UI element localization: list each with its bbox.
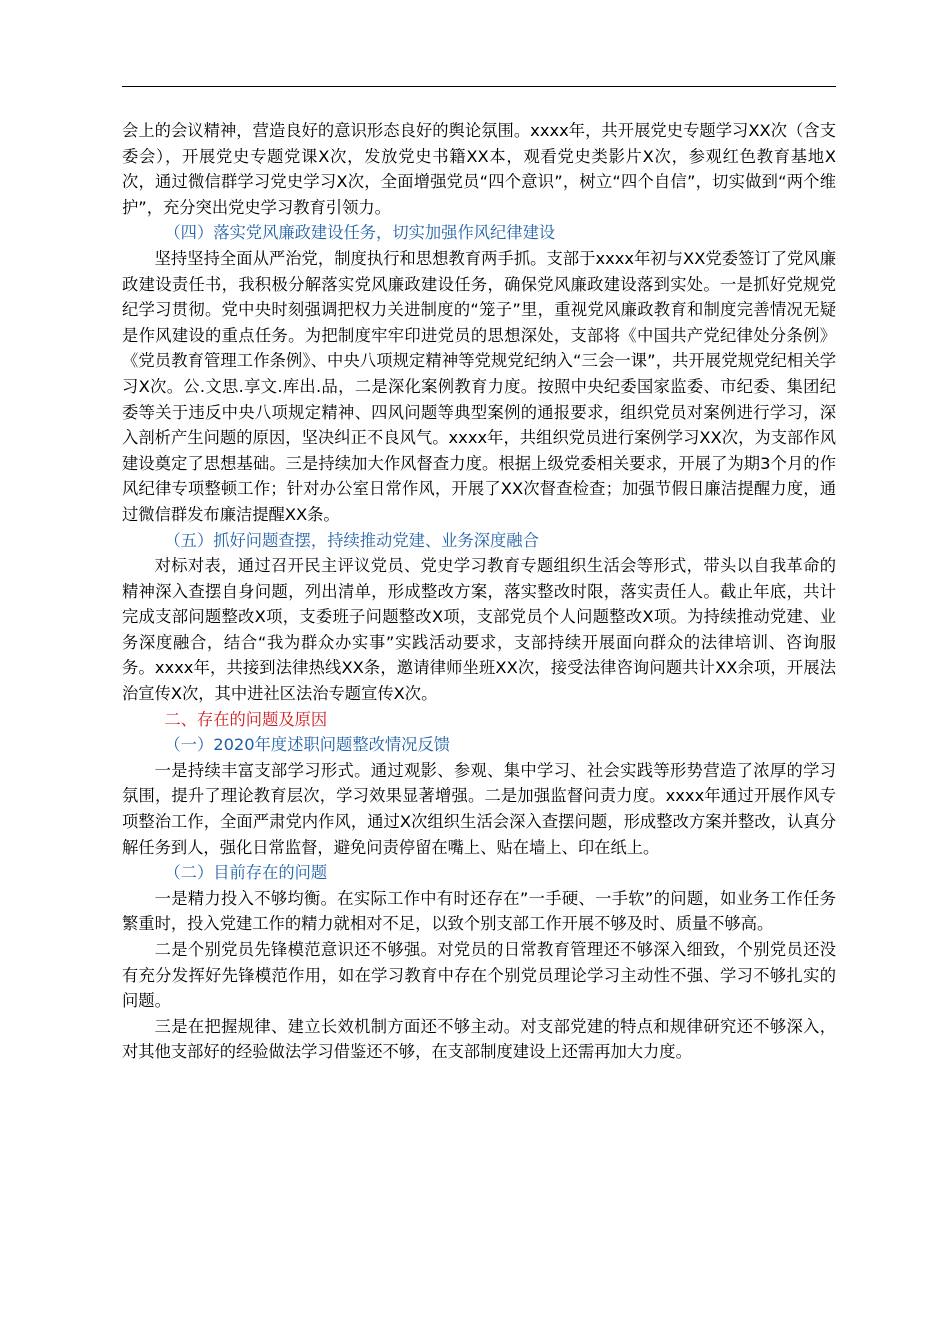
paragraph-discipline: 坚持坚持全面从严治党，制度执行和思想教育两手抓。支部于xxxx年初与XX党委签订了党风廉政建设责任书，我积极分解落实党风廉政建设任务，确保党风廉政建设落到实处。一是抓好党规党纪学习贯彻。党中央时刻强调把权力关进制度的“笼子”里，重视党风廉政教育和制度完善情况无疑是作风建设的重点任务。为把制度牢牢印进党员的思想深处，支部将《中国共产党纪律处分条例》《党员教育管理工作条例》、中央八项规定精神等党规党纪纳入“三会一课”，共开展党规党纪相关学习X次。公.文思.享文.库出.品，二是深化案例教育力度。按照中央纪委国家监委、市纪委、集团纪委等关于违反中央八项规定精神、四风问题等典型案例的通报要求，组织党员对案例进行学习，深入剖析产生问题的原因，坚决纠正不良风气。xxxx年，共组织党员进行案例学习XX次，为支部作风建设奠定了思想基础。三是持续加大作风督查力度。根据上级党委相关要求，开展了为期3个月的作风纪律专项整顿工作；针对办公室日常作风，开展了XX次督查检查；加强节假日廉洁提醒力度，通过微信群发布廉洁提醒XX条。 bbox=[122, 248, 836, 524]
paragraph-problem-review: 对标对表，通过召开民主评议党员、党史学习教育专题组织生活会等形式，带头以自我革命的精神深入查摆自身问题，列出清单，形成整改方案，落实整改时限，落实责任人。截止年底，共计完成支部问题整改X项，支委班子问题整改X项，支部党员个人问题整改X项。为持续推动党建、业务深度融合，结合“我为群众办实事”实践活动要求，支部持续开展面向群众的法律培训、咨询服务。xxxx年，共接到法律热线XX条，邀请律师坐班XX次，接受法律咨询问题共计XX余项，开展法治宣传X次，其中进社区法治专题宣传X次。 bbox=[122, 556, 836, 704]
document-body bbox=[122, 118, 836, 1065]
paragraph-rectification: 一是持续丰富支部学习形式。通过观影、参观、集中学习、社会实践等形势营造了浓厚的学习氛围，提升了理论教育层次，学习效果显著增强。二是加强监督问责力度。xxxx年通过开展作风专项整治工作，全面严肃党内作风，通过X次组织生活会深入查摆问题，形成整改方案并整改，认真分解任务到人，强化日常监督，避免问责停留在嘴上、贴在墙上、印在纸上。 bbox=[122, 760, 836, 857]
chapter-heading-2: 二、存在的问题及原因 bbox=[164, 709, 328, 729]
paragraph-intro-continued: 会上的会议精神，营造良好的意识形态良好的舆论氛围。xxxx年，共开展党史专题学习XX次（含支委会），开展党史专题党课X次，发放党史书籍XX本，观看党史类影片X次，参观红色教育基地X次，通过微信群学习党史学习X次，全面增强党员“四个意识”，树立“四个自信”，切实做到“两个维护”，充分突出党史学习教育引领力。 bbox=[122, 121, 836, 217]
section-heading-2-1: （一）2020年度述职问题整改情况反馈 bbox=[164, 735, 451, 755]
paragraph-problem-2: 二是个别党员先锋模范意识还不够强。对党员的日常教育管理还不够深入细致，个别党员还没有充分发挥好先锋模范作用，如在学习教育中存在个别党员理论学习主动性不强、学习不够扎实的问题。 bbox=[122, 940, 836, 1011]
section-heading-4: （四）落实党风廉政建设任务，切实加强作风纪律建设 bbox=[164, 223, 556, 243]
section-heading-5: （五）抓好问题查摆，持续推动党建、业务深度融合 bbox=[164, 530, 539, 550]
paragraph-problem-1: 一是精力投入不够均衡。在实际工作中有时还存在”一手硬、一手软”的问题，如业务工作任务繁重时，投入党建工作的精力就相对不足，以致个别支部工作开展不够及时、质量不够高。 bbox=[122, 888, 836, 934]
header-rule bbox=[122, 86, 836, 87]
section-heading-2-2: （二）目前存在的问题 bbox=[164, 863, 328, 883]
paragraph-problem-3: 三是在把握规律、建立长效机制方面还不够主动。对支部党建的特点和规律研究还不够深入，对其他支部好的经验做法学习借鉴还不够，在支部制度建设上还需再加大力度。 bbox=[122, 1016, 836, 1062]
